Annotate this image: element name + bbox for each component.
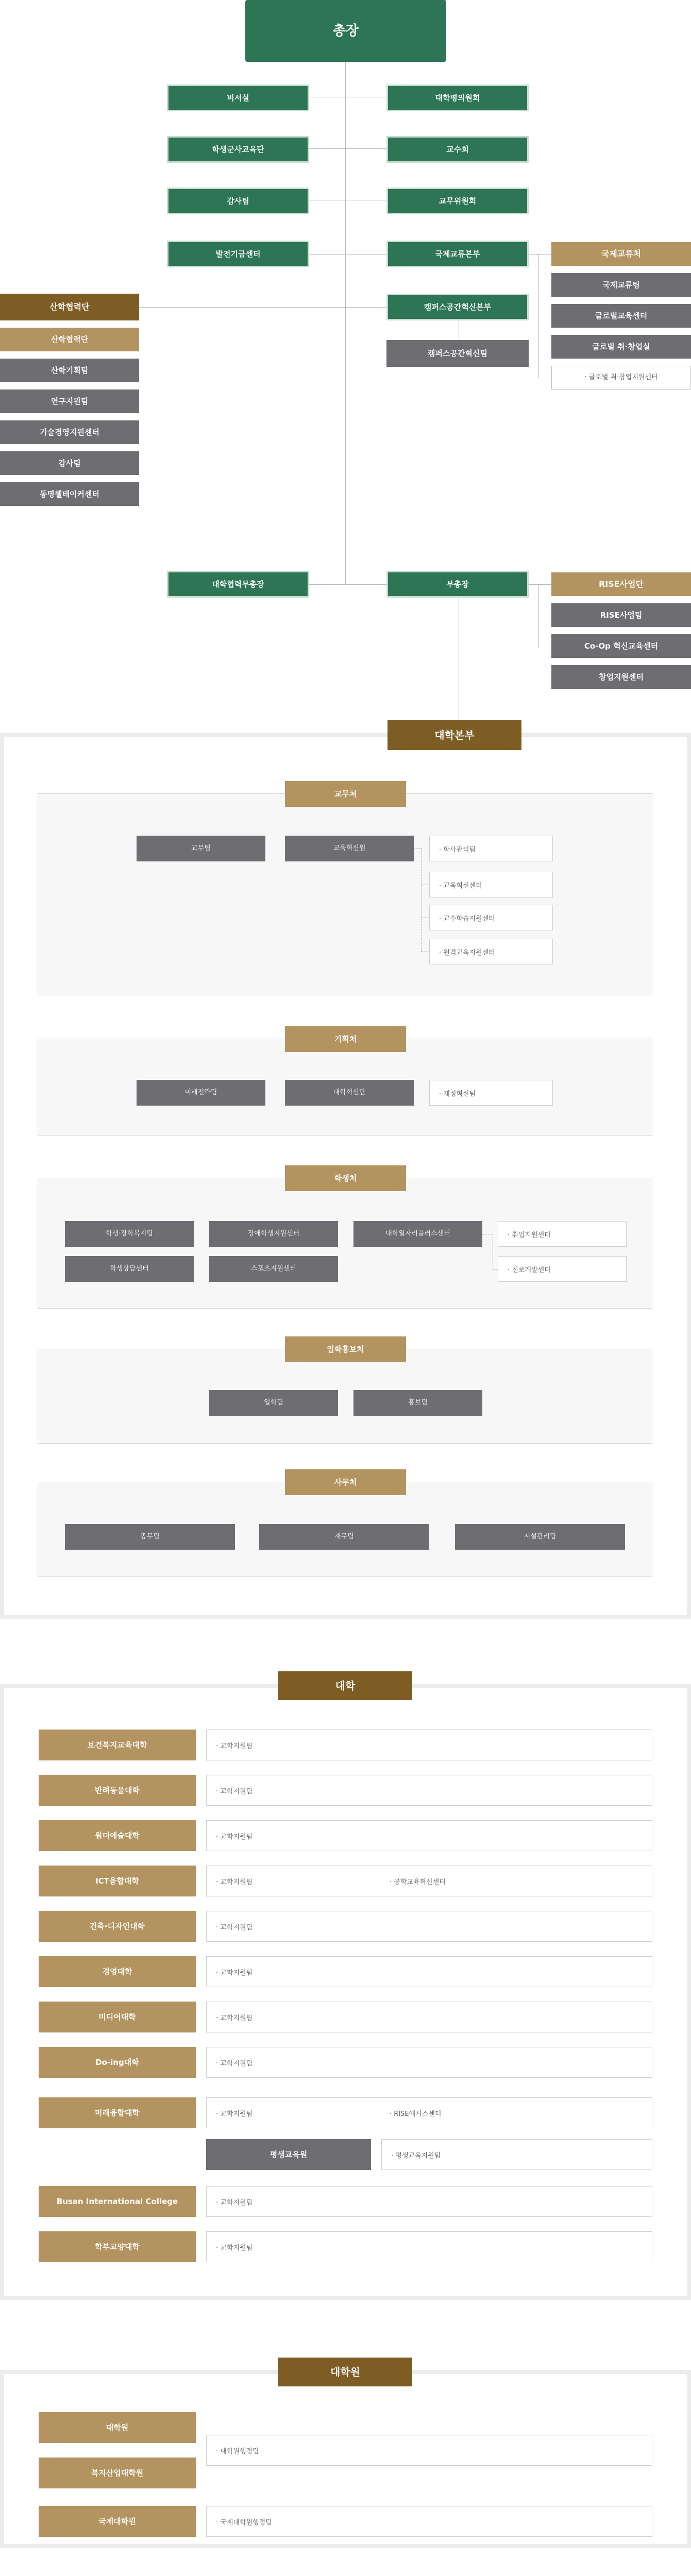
college-name-5: 경영대학 xyxy=(39,1956,196,1987)
student-item-4: 스포츠지원센터 xyxy=(209,1256,338,1282)
grad-item-0: 대학원 xyxy=(39,2412,196,2443)
president-box: 총장 xyxy=(245,0,446,62)
planning-title: 기획처 xyxy=(285,1026,406,1052)
industry-item-2: 연구지원팀 xyxy=(0,389,139,413)
industry-item-4: 감사팀 xyxy=(0,451,139,475)
college-name-7: Do-ing대학 xyxy=(39,2047,196,2078)
office-title: 사무처 xyxy=(285,1469,406,1495)
college-sub-8 xyxy=(206,2097,652,2128)
college-name-0: 보건복지교육대학 xyxy=(39,1730,196,1760)
org-left-2: 감사팀 xyxy=(167,188,309,214)
industry-item-1: 산학기획팀 xyxy=(0,359,139,382)
intl-item-0: 국제교류팀 xyxy=(551,273,691,297)
student-title: 학생처 xyxy=(285,1165,406,1191)
college2-sub-1: · 교학지원팀 xyxy=(206,2231,652,2262)
academic-sub-3: · 원격교육지원센터 xyxy=(429,939,553,964)
grad-item-2: 국제대학원 xyxy=(39,2506,196,2537)
org-left-0: 비서실 xyxy=(167,84,309,111)
academic-sub-2: · 교수학습지원센터 xyxy=(429,905,553,930)
academic-item-1: 교육혁신원 xyxy=(285,836,414,861)
rise-item-0: RISE사업팀 xyxy=(551,603,691,627)
student-item-1: 장애학생지원센터 xyxy=(209,1221,338,1247)
student-item-3: 학생상담센터 xyxy=(65,1256,194,1282)
org-left-3: 발전기금센터 xyxy=(167,241,309,267)
planning-item-0: 미래전략팀 xyxy=(137,1080,265,1106)
org-right-0: 대학평의원회 xyxy=(386,84,529,111)
college2-name-0: Busan International College xyxy=(39,2186,196,2217)
college-sub-3 xyxy=(206,1866,652,1896)
intl-head: 국제교류처 xyxy=(551,242,691,266)
grad-item-1: 복지산업대학원 xyxy=(39,2458,196,2488)
industry-head: 산학협력단 xyxy=(0,294,139,320)
rise-item-2: 창업지원센터 xyxy=(551,665,691,689)
planning-sub-0: · 재정혁신팀 xyxy=(429,1080,553,1106)
admission-panel xyxy=(38,1349,652,1444)
grad-sub-1: · 국제대학원행정팀 xyxy=(206,2506,652,2537)
rise-head: RISE사업단 xyxy=(551,572,691,596)
academic-sub-1: · 교육혁신센터 xyxy=(429,872,553,897)
grad-sub-0: · 대학원행정팀 xyxy=(206,2435,652,2466)
college-name-6: 미디어대학 xyxy=(39,2002,196,2032)
college-sub-8-b: · RISE에시스센터 xyxy=(390,2110,442,2118)
org-right-5: 캠퍼스공간혁신팀 xyxy=(386,340,529,367)
intl-item-2: 글로벌 취·창업실 xyxy=(551,335,691,359)
college-sub-4: · 교학지원팀 xyxy=(206,1911,652,1942)
student-sub-0: · 취업지원센터 xyxy=(498,1221,627,1247)
academic-sub-0: · 학사관리팀 xyxy=(429,836,553,861)
student-item-2: 대학일자리플러스센터 xyxy=(353,1221,482,1247)
org-right-4: 캠퍼스공간혁신본부 xyxy=(386,294,529,320)
college-sub-2: · 교학지원팀 xyxy=(206,1820,652,1851)
college-name-4: 건축·디자인대학 xyxy=(39,1911,196,1942)
college2-sub-0: · 교학지원팀 xyxy=(206,2186,652,2217)
industry-item-0: 산학협력단 xyxy=(0,328,139,351)
admission-title: 입학홍보처 xyxy=(285,1336,406,1362)
academic-title: 교무처 xyxy=(285,781,406,807)
lifelong-name: 평생교육원 xyxy=(206,2139,371,2170)
college-sub-3-a: · 교학지원팀 xyxy=(216,1878,253,1886)
org-right-1: 교수회 xyxy=(386,136,529,163)
college-sub-3-b: · 공학교육혁신센터 xyxy=(390,1878,446,1886)
college-sub-0: · 교학지원팀 xyxy=(206,1730,652,1760)
student-sub-1: · 진로개발센터 xyxy=(498,1256,627,1282)
intl-sub: · 글로벌 취·창업지원센터 xyxy=(551,366,691,389)
office-item-2: 시설관리팀 xyxy=(455,1524,625,1550)
industry-item-5: 동명웰테이커센터 xyxy=(0,482,139,506)
admission-item-1: 홍보팀 xyxy=(353,1390,482,1416)
academic-panel xyxy=(38,793,652,995)
college-name-1: 반려동물대학 xyxy=(39,1775,196,1806)
college-name-2: 원더예술대학 xyxy=(39,1820,196,1851)
college-name-3: ICT융합대학 xyxy=(39,1866,196,1896)
college-sub-5: · 교학지원팀 xyxy=(206,1956,652,1987)
admission-item-0: 입학팀 xyxy=(209,1390,338,1416)
intl-item-1: 글로벌교육센터 xyxy=(551,304,691,328)
college-sub-8-a: · 교학지원팀 xyxy=(216,2110,253,2118)
office-item-1: 재무팀 xyxy=(259,1524,429,1550)
grad-title: 대학원 xyxy=(278,2358,412,2386)
org-left-4: 대학협력부총장 xyxy=(167,571,309,598)
lifelong-sub: · 평생교육지원팀 xyxy=(381,2139,652,2170)
planning-item-1: 대학혁신단 xyxy=(285,1080,414,1106)
org-right-6: 부총장 xyxy=(386,571,529,598)
college-sub-1: · 교학지원팀 xyxy=(206,1775,652,1806)
industry-item-3: 기술경영지원센터 xyxy=(0,420,139,444)
org-right-3: 국제교류본부 xyxy=(386,241,529,267)
hq-title: 대학본부 xyxy=(387,720,521,750)
colleges-title: 대학 xyxy=(278,1671,412,1700)
org-right-2: 교무위원회 xyxy=(386,188,529,214)
college-sub-6: · 교학지원팀 xyxy=(206,2002,652,2032)
college-name-8: 미래융합대학 xyxy=(39,2097,196,2128)
student-item-0: 학생·장학복지팀 xyxy=(65,1221,194,1247)
rise-item-1: Co-Op 혁신교육센터 xyxy=(551,634,691,658)
college-sub-7: · 교학지원팀 xyxy=(206,2047,652,2078)
college2-name-1: 학부교양대학 xyxy=(39,2231,196,2262)
office-item-0: 총무팀 xyxy=(65,1524,235,1550)
org-left-1: 학생군사교육단 xyxy=(167,136,309,163)
academic-item-0: 교무팀 xyxy=(137,836,265,861)
